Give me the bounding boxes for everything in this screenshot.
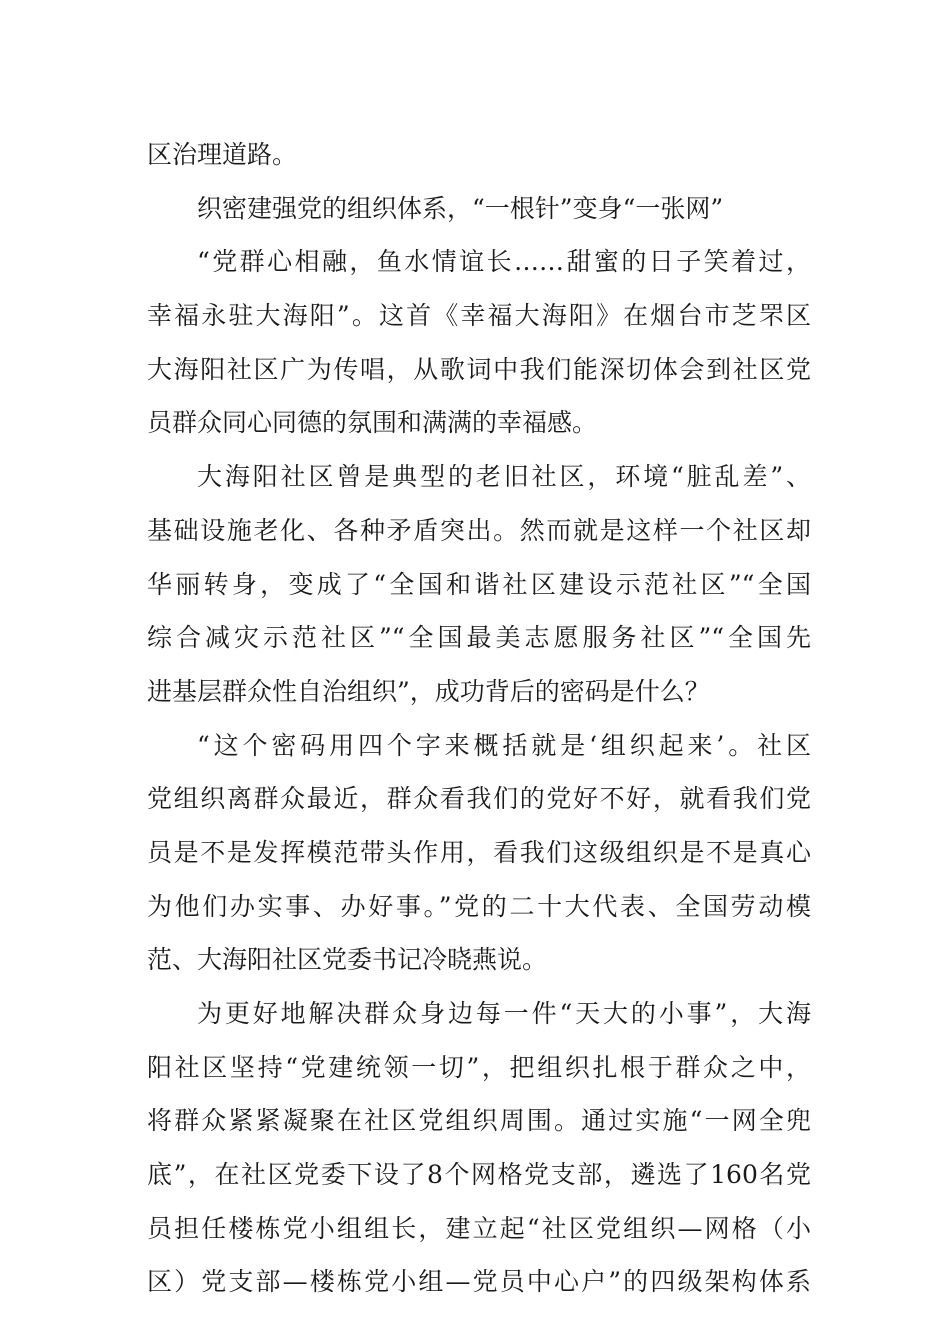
text-line: 进基层群众性自治组织”，成功背后的密码是什么？ [147,676,710,706]
text-line: 综合减灾示范社区”“全国最美志愿服务社区”“全国先 [147,623,811,653]
text-line: 底”，在社区党委下设了8个网格党支部，遴选了160名党 [147,1160,811,1190]
text-line: 区）党支部—楼栋党小组—党员中心户”的四级架构体系 [147,1267,811,1297]
text-line: 范、大海阳社区党委书记冷晓燕说。 [147,945,548,975]
text-line: 区治理道路。 [147,140,298,169]
text-line: “党群心相融，鱼水情谊长……甜蜜的日子笑着过， [197,247,811,277]
document-body [147,128,811,1309]
text-line: 员群众同心同德的氛围和满满的幸福感。 [147,408,598,438]
section-heading: 织密建强党的组织体系，“一根针”变身“一张网” [197,193,724,223]
text-line: “这个密码用四个字来概括就是‘组织起来’。社区 [197,730,811,760]
text-line: 基础设施老化、各种矛盾突出。然而就是这样一个社区却 [147,515,811,545]
text-line: 党组织离群众最近，群众看我们的党好不好，就看我们党 [147,784,811,814]
text-line: 员担任楼栋党小组组长，建立起“社区党组织—网格（小 [147,1213,811,1243]
text-line: 为更好地解决群众身边每一件“天大的小事”，大海 [197,999,811,1028]
text-line: 华丽转身，变成了“全国和谐社区建设示范社区”“全国 [147,569,811,599]
text-line: 幸福永驻大海阳”。这首《幸福大海阳》在烟台市芝罘区 [147,301,811,331]
text-line: 将群众紧紧凝聚在社区党组织周围。通过实施“一网全兜 [147,1106,811,1136]
text-line: 阳社区坚持“党建统领一切”，把组织扎根于群众之中， [147,1052,811,1082]
text-line: 为他们办实事、办好事。”党的二十大代表、全国劳动模 [147,891,811,921]
text-line: 大海阳社区曾是典型的老旧社区，环境“脏乱差”、 [197,462,811,492]
text-line: 大海阳社区广为传唱，从歌词中我们能深切体会到社区党 [147,354,811,384]
text-line: 员是不是发挥模范带头作用，看我们这级组织是不是真心 [147,837,811,867]
